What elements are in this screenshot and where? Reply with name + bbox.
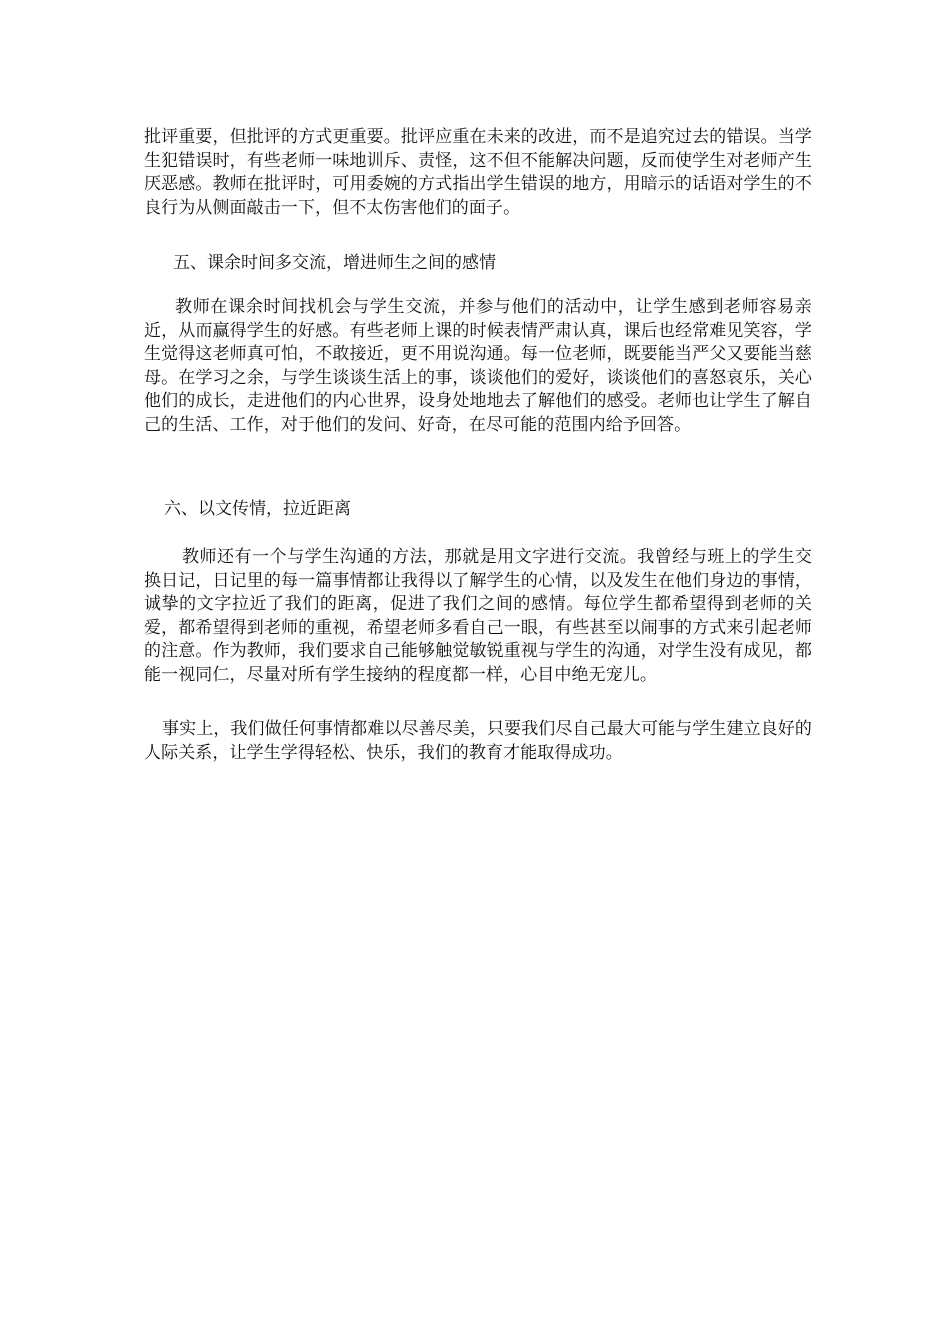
paragraph-after-class-communication: 教师在课余时间找机会与学生交流，并参与他们的活动中，让学生感到老师容易亲近，从而赢得学生的好感。有些老师上课的时候表情严肃认真，课后也经常难见笑容，学生觉得这老师真可怕，不敢接近，更不用说沟通。每一位老师，既要能当严父又要能当慈母。在学习之余，与学生谈谈生活上的事，谈谈他们的爱好，谈谈他们的喜怒哀乐，关心他们的成长，走进他们的内心世界，设身处地地去了解他们的感受。老师也让学生了解自己的生活、工作，对于他们的发问、好奇，在尽可能的范围内给予回答。 <box>144 297 812 435</box>
paragraph-criticism: 批评重要，但批评的方式更重要。批评应重在未来的改进，而不是追究过去的错误。当学生犯错误时，有些老师一味地训斥、责怪，这不但不能解决问题，反而使学生对老师产生厌恶感。教师在批评时，可用委婉的方式指出学生错误的地方，用暗示的话语对学生的不良行为从侧面敲击一下，但不太伤害他们的面子。 <box>144 127 812 218</box>
section-heading-5: 五、课余时间多交流，增进师生之间的感情 <box>173 253 496 273</box>
paragraph-conclusion: 事实上，我们做任何事情都难以尽善尽美，只要我们尽自己最大可能与学生建立良好的人际关系，让学生学得轻松、快乐，我们的教育才能取得成功。 <box>144 719 812 763</box>
paragraph-written-communication: 教师还有一个与学生沟通的方法，那就是用文字进行交流。我曾经与班上的学生交换日记，日记里的每一篇事情都让我得以了解学生的心情，以及发生在他们身边的事情，诚挚的文字拉近了我们的距离，促进了我们之间的感情。每位学生都希望得到老师的关爱，都希望得到老师的重视，希望老师多看自己一眼，有些甚至以闹事的方式来引起老师的注意。作为教师，我们要求自己能够触觉敏锐重视与学生的沟通，对学生没有成见，都能一视同仁，尽量对所有学生接纳的程度都一样，心目中绝无宠儿。 <box>144 547 812 685</box>
section-heading-6: 六、以文传情，拉近距离 <box>164 499 351 519</box>
